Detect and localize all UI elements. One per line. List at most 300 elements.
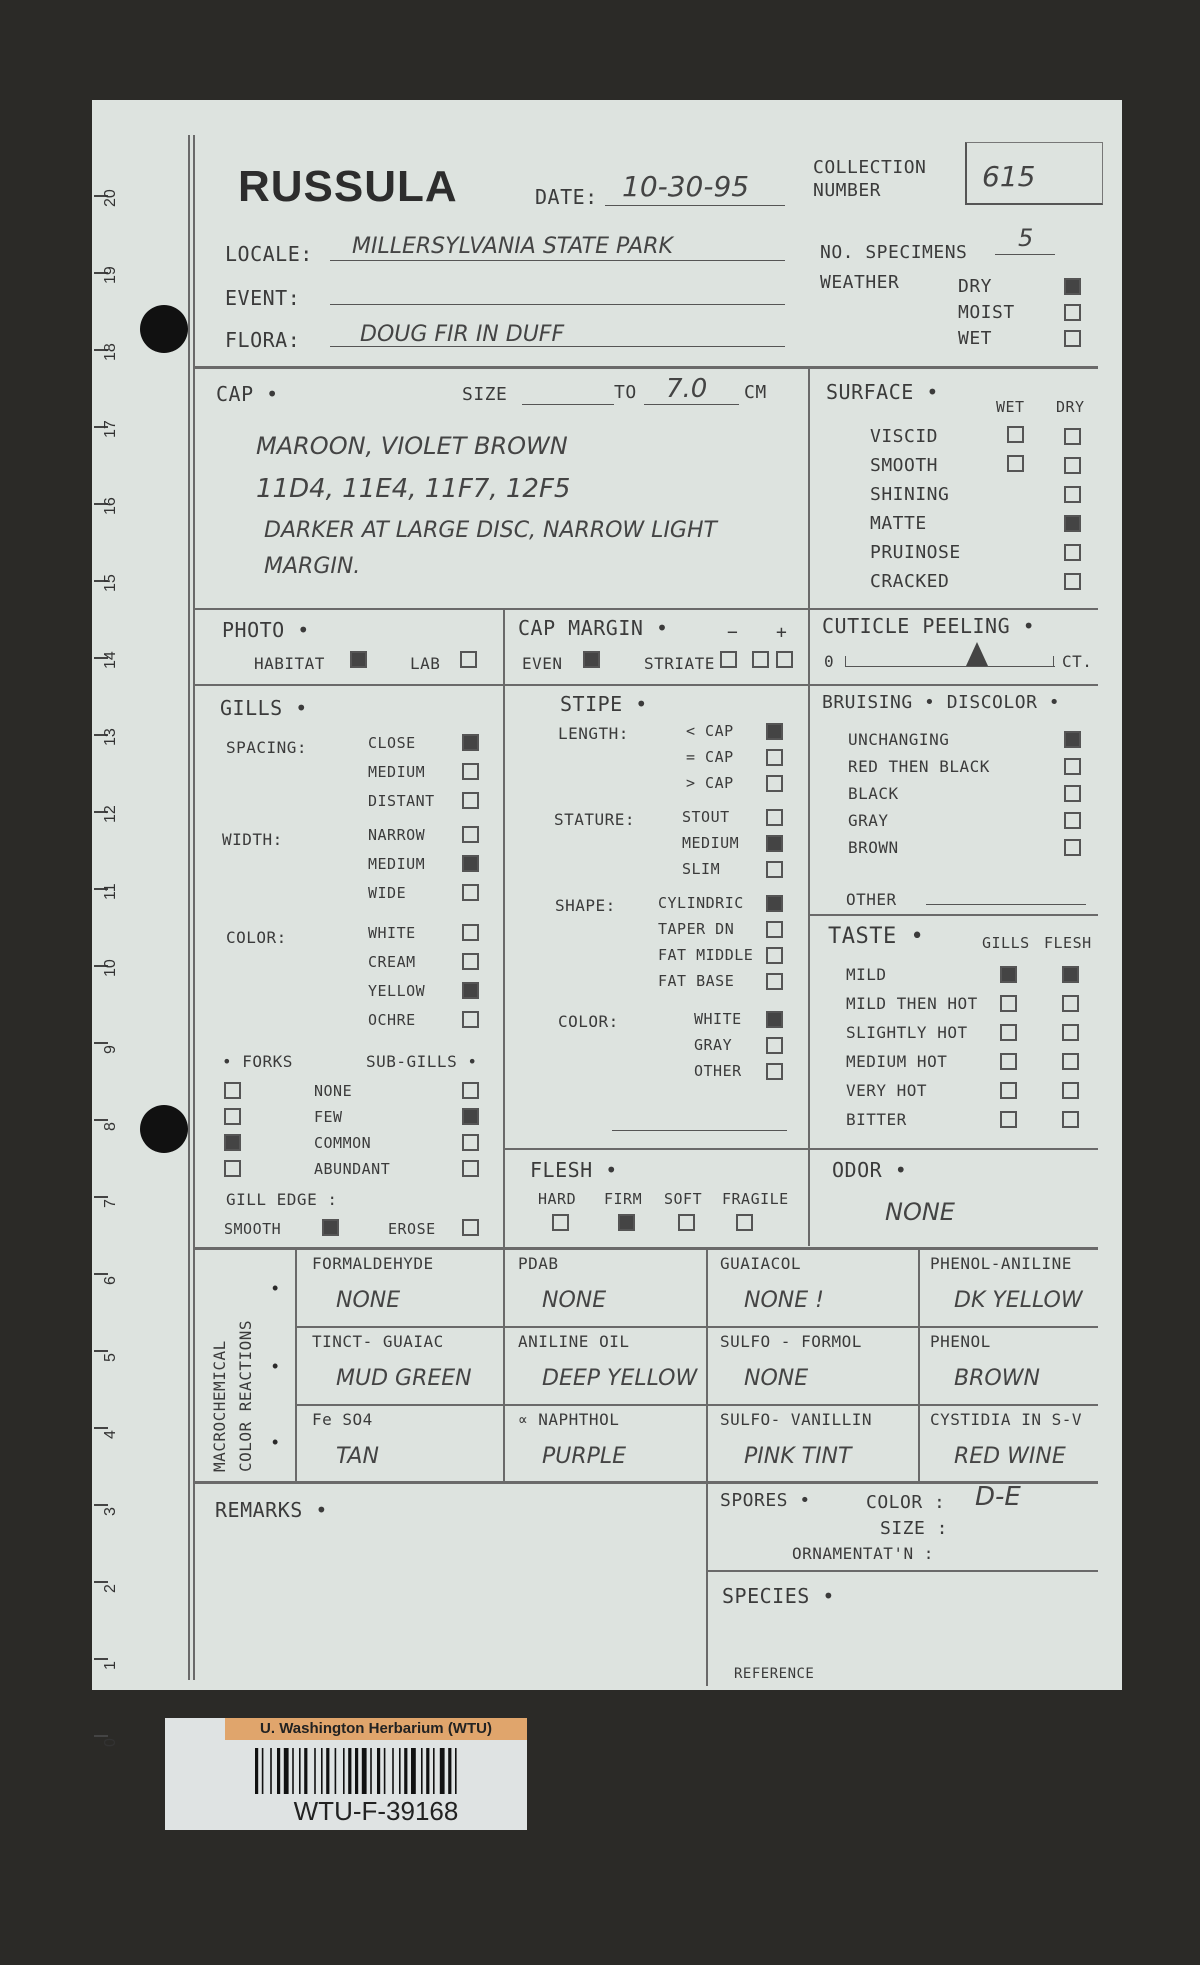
gill-width-option-label: NARROW: [368, 826, 426, 844]
ruler-number: 8: [102, 1122, 119, 1131]
gill-spacing-checkbox-distant[interactable]: [462, 792, 479, 809]
gill-width-checkbox-medium[interactable]: [462, 855, 479, 872]
ruler-number: 18: [102, 343, 119, 361]
stipe-stature-option-label: SLIM: [682, 860, 721, 878]
surface-wet-checkbox-smooth[interactable]: [1007, 455, 1024, 472]
taste-option-label: VERY HOT: [846, 1081, 928, 1100]
barcode-bar: [348, 1748, 351, 1794]
taste-gills-checkbox-medium-hot[interactable]: [1000, 1053, 1017, 1070]
gill-color-option-label: WHITE: [368, 924, 416, 942]
species-label: SPECIES •: [722, 1584, 835, 1608]
stipe-color-option-label: OTHER: [694, 1062, 742, 1080]
gill-color-option-label: YELLOW: [368, 982, 426, 1000]
barcode-icon: [255, 1748, 495, 1794]
forks-option-label: FEW: [314, 1108, 343, 1126]
barcode-bar: [321, 1748, 323, 1794]
ruler-number: 16: [102, 497, 119, 515]
locale-label: LOCALE:: [225, 242, 313, 266]
barcode-bar: [426, 1748, 429, 1794]
bruising-option-label: RED THEN BLACK: [848, 757, 990, 776]
fork-checkbox-abundant[interactable]: [224, 1160, 241, 1177]
subgills-label: SUB-GILLS •: [366, 1052, 478, 1071]
fork-checkbox-common[interactable]: [224, 1134, 241, 1151]
taste-gills-checkbox-mild[interactable]: [1000, 966, 1017, 983]
striate-checkbox-plus[interactable]: [776, 651, 793, 668]
date-label: DATE:: [535, 185, 598, 209]
bruising-other-label: OTHER: [846, 890, 897, 909]
macro-reaction-result: MUD GREEN: [336, 1366, 472, 1391]
barcode-bar: [392, 1748, 394, 1794]
gill-color-checkbox-cream[interactable]: [462, 953, 479, 970]
stipe-color-checkbox-white[interactable]: [766, 1011, 783, 1028]
macro-reagent-label: PHENOL-ANILINE: [930, 1254, 1072, 1273]
macro-reagent-label: SULFO - FORMOL: [720, 1332, 862, 1351]
bruising-checkbox-gray[interactable]: [1064, 812, 1081, 829]
stipe-stature-option-label: STOUT: [682, 808, 730, 826]
stipe-color-option-label: GRAY: [694, 1036, 733, 1054]
barcode-bar: [314, 1748, 316, 1794]
ruler-tick: [94, 1350, 108, 1352]
bruising-option-label: BROWN: [848, 838, 899, 857]
gill-color-checkbox-yellow[interactable]: [462, 982, 479, 999]
taste-gills-header: GILLS: [982, 934, 1030, 952]
specimens-value: 5: [1018, 224, 1034, 252]
cap-note-3: DARKER AT LARGE DISC, NARROW LIGHT: [264, 518, 717, 543]
barcode-bar: [277, 1748, 280, 1794]
gill-spacing-checkbox-close[interactable]: [462, 734, 479, 751]
cuticle-scale-tick-right: [1053, 656, 1054, 666]
barcode-bar: [440, 1748, 445, 1794]
even-checkbox[interactable]: [583, 651, 600, 668]
macro-side-label-1: MACROCHEMICAL: [210, 1340, 229, 1472]
barcode-bar: [262, 1748, 264, 1794]
stipe-shape-checkbox-cylindric[interactable]: [766, 895, 783, 912]
flora-value: DOUG FIR IN DUFF: [360, 322, 565, 347]
collection-label-1: COLLECTION: [813, 157, 927, 178]
bruising-option-label: GRAY: [848, 811, 889, 830]
surface-option-label: VISCID: [870, 426, 939, 447]
weather-option-label: MOIST: [958, 302, 1015, 323]
locale-value: MILLERSYLVANIA STATE PARK: [352, 234, 673, 259]
surface-dry-header: DRY: [1056, 398, 1085, 416]
forks-option-label: COMMON: [314, 1134, 372, 1152]
surface-option-label: SHINING: [870, 484, 950, 505]
ruler-number: 14: [102, 651, 119, 669]
macro-col-divider-3: [918, 1247, 920, 1481]
stipe-length-option-label: < CAP: [686, 722, 734, 740]
macro-side-label-2: COLOR REACTIONS: [236, 1320, 255, 1472]
stipe-stature-checkbox-medium[interactable]: [766, 835, 783, 852]
surface-option-label: PRUINOSE: [870, 542, 961, 563]
taste-option-label: MEDIUM HOT: [846, 1052, 948, 1071]
macro-reagent-label: TINCT- GUAIAC: [312, 1332, 444, 1351]
macro-reaction-result: NONE: [744, 1366, 809, 1391]
barcode-bar: [343, 1748, 345, 1794]
cuticle-scale-tick-left: [845, 656, 846, 666]
surface-dry-checkbox-shining[interactable]: [1064, 486, 1081, 503]
surface-option-label: MATTE: [870, 513, 927, 534]
cap-unit: CM: [744, 382, 767, 403]
macro-col-divider-2: [706, 1247, 708, 1481]
ruler-tick: [94, 1581, 108, 1583]
macro-reagent-label: CYSTIDIA IN S-V: [930, 1410, 1082, 1429]
cap-surface-divider: [808, 366, 810, 1246]
gills-label: GILLS •: [220, 696, 308, 720]
flesh-checkbox-soft[interactable]: [678, 1214, 695, 1231]
ruler-tick: [94, 1504, 108, 1506]
taste-flesh-checkbox-mild-then-hot[interactable]: [1062, 995, 1079, 1012]
taste-label: TASTE •: [828, 924, 925, 949]
spores-species-divider: [706, 1570, 1098, 1572]
macro-reagent-label: GUAIACOL: [720, 1254, 802, 1273]
ruler-number: 6: [102, 1276, 119, 1285]
taste-gills-checkbox-mild-then-hot[interactable]: [1000, 995, 1017, 1012]
cap-size-from-line: [522, 404, 614, 405]
date-value: 10-30-95: [622, 170, 750, 203]
subgill-checkbox-abundant[interactable]: [462, 1160, 479, 1177]
macro-reagent-label: PHENOL: [930, 1332, 991, 1351]
ruler-number: 12: [102, 805, 119, 823]
gill-color-option-label: OCHRE: [368, 1011, 416, 1029]
bruising-taste-divider: [808, 914, 1098, 916]
stipe-shape-checkbox-taper-dn[interactable]: [766, 921, 783, 938]
smooth-label: SMOOTH: [224, 1220, 282, 1238]
gill-edge-label: GILL EDGE :: [226, 1190, 338, 1209]
gill-spacing-option-label: CLOSE: [368, 734, 416, 752]
bruising-checkbox-red-then-black[interactable]: [1064, 758, 1081, 775]
taste-flesh-header: FLESH: [1044, 934, 1092, 952]
gill-spacing-option-label: DISTANT: [368, 792, 435, 810]
date-underline: [605, 205, 785, 206]
macro-bullet-3: •: [272, 1432, 279, 1452]
ruler-number: 13: [102, 728, 119, 746]
macro-reaction-result: NONE: [336, 1288, 401, 1313]
surface-dry-checkbox-cracked[interactable]: [1064, 573, 1081, 590]
bruising-checkbox-brown[interactable]: [1064, 839, 1081, 856]
surface-label: SURFACE •: [826, 380, 939, 404]
stipe-shape-checkbox-fat-base[interactable]: [766, 973, 783, 990]
ruler-number: 19: [102, 266, 119, 284]
header-divider: [193, 366, 1098, 369]
bruising-option-label: UNCHANGING: [848, 730, 950, 749]
stipe-length-option-label: = CAP: [686, 748, 734, 766]
macro-reaction-result: PURPLE: [542, 1444, 627, 1469]
flesh-option-label: FRAGILE: [722, 1190, 789, 1208]
taste-flesh-checkbox-slightly-hot[interactable]: [1062, 1024, 1079, 1041]
event-label: EVENT:: [225, 286, 301, 310]
gill-spacing-checkbox-medium[interactable]: [462, 763, 479, 780]
erose-edge-checkbox[interactable]: [462, 1219, 479, 1236]
weather-option-label: WET: [958, 328, 993, 349]
stipe-label: STIPE •: [560, 692, 648, 716]
flora-label: FLORA:: [225, 328, 301, 352]
spores-label: SPORES •: [720, 1490, 811, 1511]
barcode-id: WTU-F-39168: [293, 1796, 459, 1826]
stipe-other-line: [612, 1130, 787, 1131]
flesh-label: FLESH •: [530, 1158, 618, 1182]
spore-size-label: SIZE :: [880, 1518, 949, 1539]
stipe-length-checkbox--cap[interactable]: [766, 749, 783, 766]
ruler-number: 1: [102, 1661, 119, 1670]
stipe-flesh-divider: [503, 1148, 1098, 1150]
macro-side-divider: [295, 1247, 297, 1481]
bruising-other-line: [926, 904, 1086, 905]
macro-bullet-2: •: [272, 1356, 279, 1376]
macro-bullet-1: •: [272, 1278, 279, 1298]
gill-spacing-label: SPACING:: [226, 738, 308, 757]
weather-checkbox-wet[interactable]: [1064, 330, 1081, 347]
surface-dry-checkbox-pruinose[interactable]: [1064, 544, 1081, 561]
specimens-underline: [995, 254, 1055, 255]
subgill-checkbox-few[interactable]: [462, 1108, 479, 1125]
stipe-stature-label: STATURE:: [554, 810, 636, 829]
macro-reaction-result: RED WINE: [954, 1444, 1066, 1469]
stipe-shape-option-label: FAT MIDDLE: [658, 946, 754, 964]
fork-checkbox-none[interactable]: [224, 1082, 241, 1099]
macro-reaction-result: DK YELLOW: [954, 1288, 1083, 1313]
bruising-checkbox-unchanging[interactable]: [1064, 731, 1081, 748]
habitat-label: HABITAT: [254, 654, 325, 673]
cap-size-to-line: [644, 404, 739, 405]
collection-label-2: NUMBER: [813, 180, 882, 201]
stipe-length-checkbox--cap[interactable]: [766, 775, 783, 792]
flesh-checkbox-fragile[interactable]: [736, 1214, 753, 1231]
cuticle-scale-start: 0: [824, 652, 835, 671]
margin-rule: [188, 135, 190, 1680]
cap-margin-plus: +: [776, 622, 788, 643]
weather-checkbox-dry[interactable]: [1064, 278, 1081, 295]
stipe-length-label: LENGTH:: [558, 724, 629, 743]
barcode-bar: [255, 1748, 258, 1794]
gill-width-option-label: MEDIUM: [368, 855, 426, 873]
gill-color-checkbox-white[interactable]: [462, 924, 479, 941]
surface-dry-checkbox-viscid[interactable]: [1064, 428, 1081, 445]
spore-ornament-label: ORNAMENTAT'N :: [792, 1544, 934, 1563]
cap-margin-minus: −: [727, 622, 739, 643]
ruler-tick: [94, 1427, 108, 1429]
stipe-shape-checkbox-fat-middle[interactable]: [766, 947, 783, 964]
macro-reagent-label: SULFO- VANILLIN: [720, 1410, 872, 1429]
taste-gills-checkbox-slightly-hot[interactable]: [1000, 1024, 1017, 1041]
stipe-shape-option-label: CYLINDRIC: [658, 894, 744, 912]
macro-reagent-label: ∝ NAPHTHOL: [518, 1410, 620, 1429]
macro-row-divider-2: [295, 1404, 1098, 1406]
locale-underline: [330, 260, 785, 261]
barcode-bar: [399, 1748, 401, 1794]
taste-flesh-checkbox-mild[interactable]: [1062, 966, 1079, 983]
stipe-length-checkbox--cap[interactable]: [766, 723, 783, 740]
lab-checkbox[interactable]: [460, 651, 477, 668]
photo-section-divider: [193, 684, 1098, 686]
stipe-stature-option-label: MEDIUM: [682, 834, 740, 852]
smooth-edge-checkbox[interactable]: [322, 1219, 339, 1236]
surface-option-label: CRACKED: [870, 571, 950, 592]
flesh-option-label: SOFT: [664, 1190, 703, 1208]
ruler-tick: [94, 1119, 108, 1121]
macro-row-divider-1: [295, 1326, 1098, 1328]
photo-label: PHOTO •: [222, 618, 310, 642]
barcode-bar: [370, 1748, 372, 1794]
reference-label: REFERENCE: [734, 1666, 815, 1682]
stipe-length-option-label: > CAP: [686, 774, 734, 792]
taste-option-label: BITTER: [846, 1110, 907, 1129]
barcode-bar: [355, 1748, 358, 1794]
stipe-color-checkbox-other[interactable]: [766, 1063, 783, 1080]
spore-color-label: COLOR :: [866, 1492, 946, 1513]
gill-color-label: COLOR:: [226, 928, 287, 947]
striate-checkbox-minus[interactable]: [752, 651, 769, 668]
ruler-tick: [94, 1042, 108, 1044]
barcode-bar: [404, 1748, 407, 1794]
taste-flesh-checkbox-medium-hot[interactable]: [1062, 1053, 1079, 1070]
subgill-checkbox-common[interactable]: [462, 1134, 479, 1151]
remarks-divider: [706, 1481, 708, 1686]
subgill-checkbox-none[interactable]: [462, 1082, 479, 1099]
taste-option-label: MILD: [846, 965, 887, 984]
striate-label: STRIATE: [644, 654, 715, 673]
barcode-bar: [384, 1748, 386, 1794]
habitat-checkbox[interactable]: [350, 651, 367, 668]
cap-size-label: SIZE: [462, 384, 508, 405]
barcode-bar: [433, 1748, 435, 1794]
gill-color-checkbox-ochre[interactable]: [462, 1011, 479, 1028]
barcode-bar: [335, 1748, 337, 1794]
herbarium-barcode-label: [165, 1718, 527, 1830]
stipe-color-option-label: WHITE: [694, 1010, 742, 1028]
barcode-bar: [455, 1748, 457, 1794]
forks-option-label: NONE: [314, 1082, 353, 1100]
macro-reaction-result: NONE !: [744, 1288, 824, 1313]
barcode-bar: [421, 1748, 423, 1794]
weather-label: WEATHER: [820, 272, 900, 293]
cuticle-scale[interactable]: [845, 666, 1055, 667]
specimens-label: NO. SPECIMENS: [820, 242, 968, 263]
collection-number-value: 615: [982, 160, 1036, 193]
ruler-number: 10: [102, 959, 119, 977]
macro-reagent-label: FORMALDEHYDE: [312, 1254, 434, 1273]
barcode-bar: [448, 1748, 451, 1794]
stipe-stature-checkbox-stout[interactable]: [766, 809, 783, 826]
gill-width-checkbox-wide[interactable]: [462, 884, 479, 901]
weather-checkbox-moist[interactable]: [1064, 304, 1081, 321]
taste-gills-checkbox-bitter[interactable]: [1000, 1111, 1017, 1128]
flesh-option-label: HARD: [538, 1190, 577, 1208]
surface-dry-checkbox-smooth[interactable]: [1064, 457, 1081, 474]
surface-wet-checkbox-viscid[interactable]: [1007, 426, 1024, 443]
lab-label: LAB: [410, 654, 441, 673]
barcode-bar: [284, 1748, 289, 1794]
surface-wet-header: WET: [996, 398, 1025, 416]
macro-bottom-divider: [193, 1481, 1098, 1484]
macro-reagent-label: Fe SO4: [312, 1410, 373, 1429]
stipe-shape-label: SHAPE:: [555, 896, 616, 915]
odor-label: ODOR •: [832, 1158, 908, 1182]
surface-option-label: SMOOTH: [870, 455, 939, 476]
barcode-bar: [411, 1748, 416, 1794]
ruler-tick: [94, 1196, 108, 1198]
macro-reaction-result: NONE: [542, 1288, 607, 1313]
macro-reaction-result: BROWN: [954, 1366, 1040, 1391]
ruler-number: 0: [102, 1738, 119, 1747]
flora-underline: [330, 346, 785, 347]
stipe-color-checkbox-gray[interactable]: [766, 1037, 783, 1054]
cap-note-4: MARGIN.: [264, 554, 361, 579]
surface-dry-checkbox-matte[interactable]: [1064, 515, 1081, 532]
gill-color-option-label: CREAM: [368, 953, 416, 971]
barcode-bar: [270, 1748, 272, 1794]
remarks-label: REMARKS •: [215, 1498, 328, 1522]
barcode-bar: [377, 1748, 380, 1794]
photo-margin-divider: [503, 608, 505, 1248]
flesh-checkbox-firm[interactable]: [618, 1214, 635, 1231]
striate-checkbox-neutral[interactable]: [720, 651, 737, 668]
binder-hole-bottom: [140, 1105, 188, 1153]
taste-option-label: MILD THEN HOT: [846, 994, 978, 1013]
gill-width-option-label: WIDE: [368, 884, 407, 902]
macro-reaction-result: DEEP YELLOW: [542, 1366, 698, 1391]
ruler-number: 9: [102, 1045, 119, 1054]
ruler-number: 2: [102, 1584, 119, 1593]
barcode-bar: [299, 1748, 301, 1794]
macro-reaction-result: TAN: [336, 1444, 379, 1469]
cap-margin-label: CAP MARGIN •: [518, 616, 669, 640]
taste-option-label: SLIGHTLY HOT: [846, 1023, 968, 1042]
ruler-number: 4: [102, 1430, 119, 1439]
bruising-label: BRUISING • DISCOLOR •: [822, 692, 1061, 713]
ruler-number: 17: [102, 420, 119, 438]
bruising-checkbox-black[interactable]: [1064, 785, 1081, 802]
cap-section-divider: [193, 608, 1098, 610]
odor-value: NONE: [885, 1198, 955, 1226]
cap-to-label: TO: [614, 382, 637, 403]
macro-reagent-label: ANILINE OIL: [518, 1332, 630, 1351]
ruler-number: 5: [102, 1353, 119, 1362]
bruising-option-label: BLACK: [848, 784, 899, 803]
ruler-tick: [94, 1658, 108, 1660]
ruler-number: 15: [102, 574, 119, 592]
stipe-color-label: COLOR:: [558, 1012, 619, 1031]
taste-gills-checkbox-very-hot[interactable]: [1000, 1082, 1017, 1099]
binder-hole-top: [140, 305, 188, 353]
stipe-shape-option-label: TAPER DN: [658, 920, 735, 938]
gill-width-checkbox-narrow[interactable]: [462, 826, 479, 843]
gill-spacing-option-label: MEDIUM: [368, 763, 426, 781]
event-underline: [330, 304, 785, 305]
flesh-option-label: FIRM: [604, 1190, 643, 1208]
herbarium-name: U. Washington Herbarium (WTU): [225, 1718, 527, 1740]
cuticle-label: CUTICLE PEELING •: [822, 614, 1036, 638]
taste-flesh-checkbox-very-hot[interactable]: [1062, 1082, 1079, 1099]
fork-checkbox-few[interactable]: [224, 1108, 241, 1125]
stipe-stature-checkbox-slim[interactable]: [766, 861, 783, 878]
erose-label: EROSE: [388, 1220, 436, 1238]
ruler-number: 3: [102, 1507, 119, 1516]
ruler-number: 11: [102, 883, 119, 900]
barcode-bar: [362, 1748, 367, 1794]
forks-label: • FORKS: [222, 1052, 293, 1071]
macro-col-divider-1: [503, 1247, 505, 1481]
flesh-checkbox-hard[interactable]: [552, 1214, 569, 1231]
cap-size-to-value: 7.0: [666, 374, 708, 404]
taste-flesh-checkbox-bitter[interactable]: [1062, 1111, 1079, 1128]
weather-option-label: DRY: [958, 276, 993, 297]
forks-option-label: ABUNDANT: [314, 1160, 391, 1178]
macro-reaction-result: PINK TINT: [744, 1444, 852, 1469]
cuticle-peeling-marker: [966, 642, 988, 666]
barcode-bar: [292, 1748, 294, 1794]
spore-color-value: D-E: [975, 1482, 1021, 1512]
cap-label: CAP •: [216, 382, 279, 406]
